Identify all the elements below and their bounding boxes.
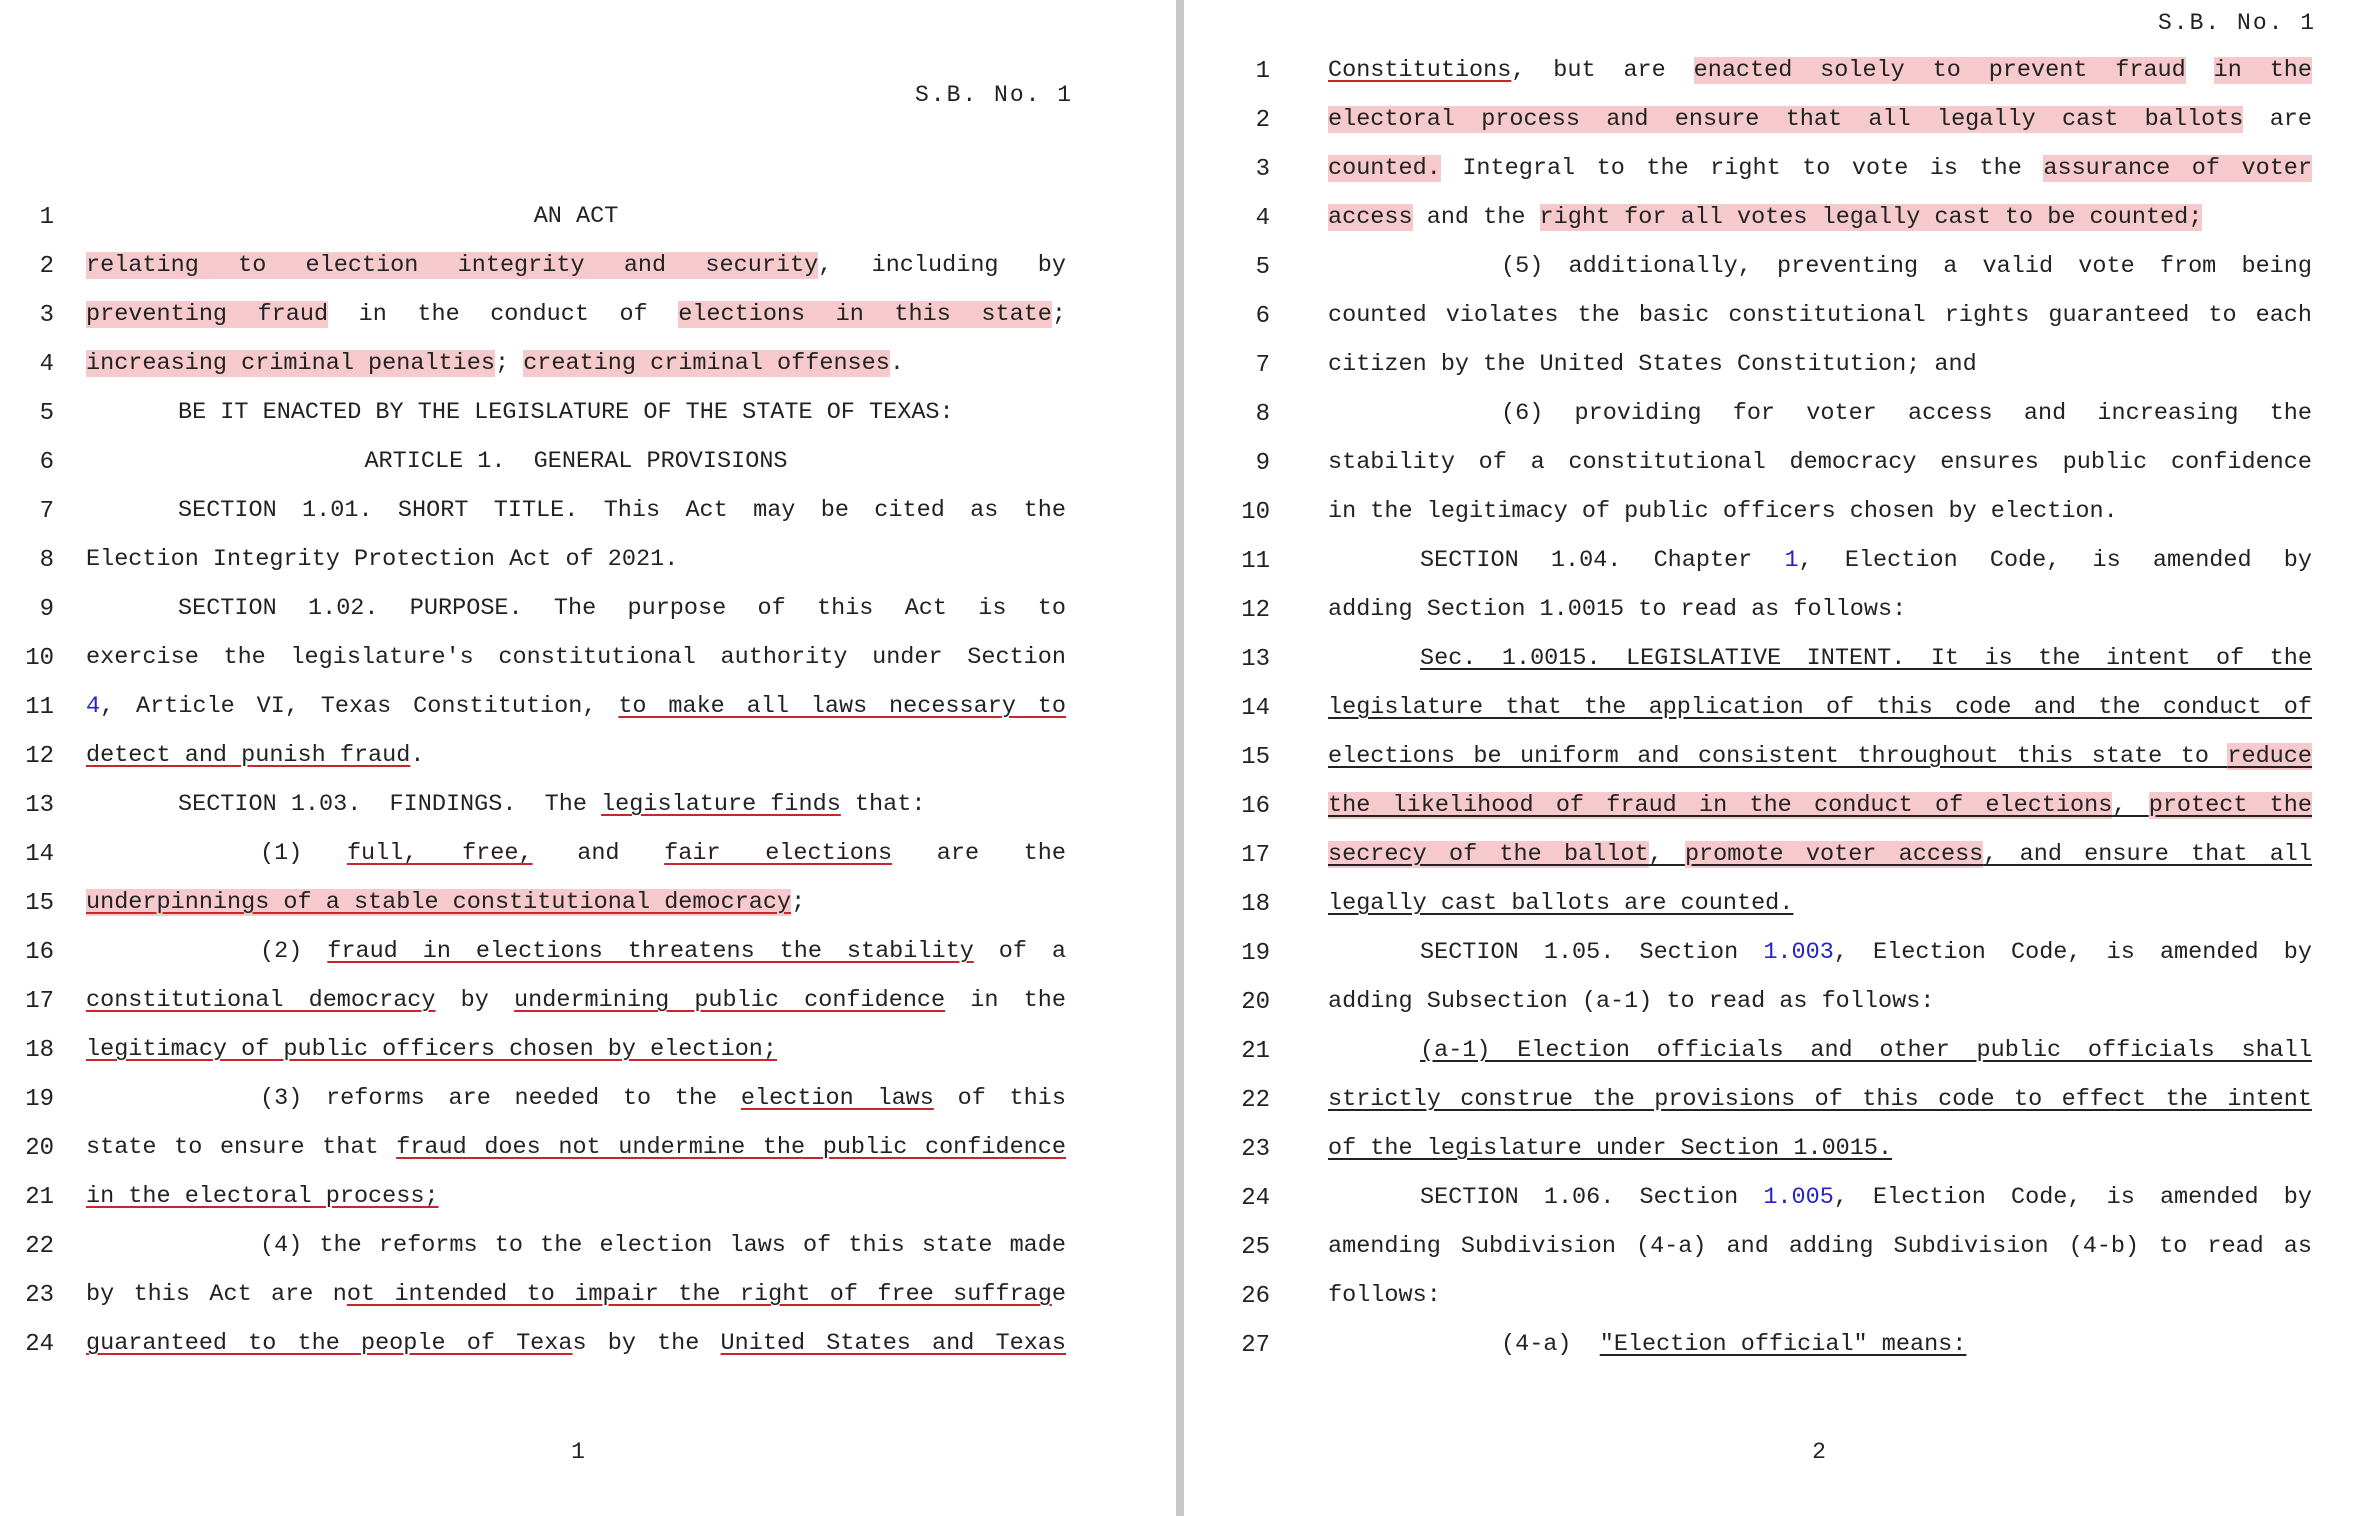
text-segment: undermining public confidence	[514, 987, 946, 1014]
text-segment: and	[532, 840, 665, 867]
text-segment: access	[1328, 204, 1413, 231]
text-line	[1501, 397, 2312, 431]
text-segment: fraud does not undermine the public confidence	[396, 1134, 1066, 1161]
text-segment: , Election Code, is amended by	[1798, 547, 2312, 574]
text-line	[86, 984, 1066, 1018]
text-segment: secrecy of the ballot	[1328, 841, 1649, 868]
line-number: 15	[1241, 744, 1270, 771]
line-number: 17	[1241, 842, 1270, 869]
text-segment: state to ensure that	[86, 1134, 397, 1161]
text-line	[86, 739, 1066, 773]
line-number: 11	[25, 694, 54, 721]
text-line	[86, 347, 1066, 381]
text-line	[1328, 446, 2312, 480]
text-segment: follows:	[1328, 1282, 1441, 1309]
text-line	[1328, 495, 2312, 529]
page-divider	[1176, 0, 1184, 1516]
bill-number: S.B. No. 1	[2158, 10, 2317, 36]
text-segment: , Article VI, Texas Constitution,	[100, 693, 619, 720]
text-segment: Integral to the right to vote is the	[1440, 155, 2044, 182]
line-number: 15	[25, 890, 54, 917]
citation-link[interactable]: 4	[86, 693, 101, 720]
text-segment: "Election official" means:	[1599, 1331, 1967, 1358]
text-segment: in the conduct of	[328, 301, 679, 328]
line-number: 6	[39, 449, 54, 476]
text-segment: legislature that the application of this code and the conduct of	[1328, 694, 2312, 721]
text-segment: and the	[1412, 204, 1540, 231]
text-segment: that:	[840, 791, 926, 818]
text-segment: elections in this state	[678, 301, 1052, 328]
text-segment: ot intended to impair the right of free suffrag	[346, 1281, 1052, 1308]
text-segment: legally cast ballots are counted.	[1328, 890, 1794, 917]
line-number: 20	[1241, 989, 1270, 1016]
page-number: 2	[1812, 1439, 1826, 1465]
text-segment: creating criminal offenses	[523, 350, 890, 377]
text-segment: , but are	[1511, 57, 1694, 84]
text-line	[1328, 887, 2312, 921]
line-number: 16	[25, 939, 54, 966]
text-segment: relating to election integrity and security	[86, 252, 819, 279]
text-segment: (4-a)	[1501, 1331, 1600, 1358]
line-number: 3	[39, 302, 54, 329]
text-segment: .	[889, 350, 904, 377]
text-segment: enacted solely to prevent fraud	[1693, 57, 2186, 84]
line-number: 12	[25, 743, 54, 770]
text-line	[178, 494, 1066, 528]
line-number: 18	[25, 1037, 54, 1064]
text-segment: protect the	[2148, 792, 2312, 819]
line-number: 22	[1241, 1087, 1270, 1114]
text-segment: in the legitimacy of public officers chosen by election.	[1328, 498, 2118, 525]
line-number: 27	[1241, 1332, 1270, 1359]
text-segment: preventing fraud	[86, 301, 329, 328]
line-number: 5	[1255, 254, 1270, 281]
text-line	[260, 1229, 1066, 1263]
text-segment: (3) reforms are needed to the	[260, 1085, 741, 1112]
line-number: 7	[39, 498, 54, 525]
text-segment: counted.	[1328, 155, 1441, 182]
line-number: 19	[25, 1086, 54, 1113]
text-segment: , Election Code, is amended by	[1833, 1184, 2312, 1211]
text-segment: SECTION 1.04. Chapter	[1420, 547, 1785, 574]
line-number: 19	[1241, 940, 1270, 967]
text-segment: .	[410, 742, 425, 769]
text-segment: ARTICLE 1. GENERAL PROVISIONS	[364, 448, 788, 475]
line-number: 21	[1241, 1038, 1270, 1065]
line-number: 7	[1255, 352, 1270, 379]
page-number: 1	[571, 1439, 585, 1465]
text-line	[86, 445, 1066, 479]
text-segment: in the electoral process;	[86, 1183, 439, 1210]
citation-link[interactable]: 1	[1784, 547, 1799, 574]
line-number: 10	[25, 645, 54, 672]
text-line	[86, 641, 1066, 675]
text-line	[1328, 593, 2312, 627]
text-segment: right for all votes legally cast to be counted;	[1539, 204, 2203, 231]
text-segment: counted violates the basic constitutional rights guaranteed to each	[1328, 302, 2312, 329]
text-segment: ;	[494, 350, 524, 377]
text-segment: exercise the legislature's constitutional authority under Section	[86, 644, 1066, 671]
text-segment: s by the	[572, 1330, 721, 1357]
text-segment: in the	[945, 987, 1066, 1014]
text-segment: SECTION 1.01. SHORT TITLE. This Act may be cited as the	[178, 497, 1066, 524]
line-number: 3	[1255, 156, 1270, 183]
text-segment: Constitutions	[1328, 57, 1512, 84]
line-number: 9	[39, 596, 54, 623]
text-segment: are	[2243, 106, 2312, 133]
text-line	[1328, 1279, 2312, 1313]
text-segment: SECTION 1.03. FINDINGS. The	[178, 791, 602, 818]
line-number: 4	[1255, 205, 1270, 232]
text-segment: promote voter access	[1684, 841, 1984, 868]
citation-link[interactable]: 1.005	[1763, 1184, 1834, 1211]
text-segment: (4) the reforms to the election laws of this state made	[260, 1232, 1066, 1259]
text-segment: (5) additionally, preventing a valid vote from being	[1501, 253, 2312, 280]
text-segment: adding Section 1.0015 to read as follows:	[1328, 596, 1907, 623]
line-number: 25	[1241, 1234, 1270, 1261]
text-line	[1328, 740, 2312, 774]
line-number: 14	[1241, 695, 1270, 722]
text-line	[178, 592, 1066, 626]
document-page-1	[0, 0, 1176, 1516]
text-segment: legitimacy of public officers chosen by election;	[86, 1036, 778, 1063]
text-line	[1328, 1230, 2312, 1264]
text-segment: elections be uniform and consistent throughout this state to	[1328, 743, 2228, 770]
text-segment: ,	[2112, 792, 2149, 819]
text-segment: election laws	[740, 1085, 934, 1112]
text-segment: (a-1) Election officials and other public officials shall	[1420, 1037, 2312, 1064]
text-segment: SECTION 1.02. PURPOSE. The purpose of this Act is to	[178, 595, 1066, 622]
text-segment: fair elections	[664, 840, 893, 867]
text-line	[86, 298, 1066, 332]
text-line	[86, 1278, 1066, 1312]
text-segment: SECTION 1.06. Section	[1420, 1184, 1764, 1211]
line-number: 24	[25, 1331, 54, 1358]
text-line	[1328, 348, 2312, 382]
text-segment: citizen by the United States Constitution; and	[1328, 351, 1977, 378]
text-segment: (2)	[260, 938, 328, 965]
text-line	[1328, 152, 2312, 186]
text-line	[1328, 201, 2312, 235]
line-number: 2	[39, 253, 54, 280]
text-segment: to make all laws necessary to	[618, 693, 1066, 720]
text-segment: of this	[933, 1085, 1066, 1112]
text-segment: reduce	[2227, 743, 2312, 770]
text-line	[1328, 1132, 2312, 1166]
text-segment: detect and punish fraud	[86, 742, 411, 769]
text-segment: , and ensure that all	[1983, 841, 2312, 868]
text-line	[1420, 1181, 2312, 1215]
line-number: 21	[25, 1184, 54, 1211]
line-number: 18	[1241, 891, 1270, 918]
line-number: 8	[39, 547, 54, 574]
text-segment: of a	[973, 938, 1066, 965]
line-number: 5	[39, 400, 54, 427]
text-segment: , Election Code, is amended by	[1833, 939, 2312, 966]
text-segment: legislature finds	[601, 791, 841, 818]
text-line	[1420, 642, 2312, 676]
text-segment: (6) providing for voter access and increasing the	[1501, 400, 2312, 427]
line-number: 9	[1255, 450, 1270, 477]
text-segment: by	[435, 987, 515, 1014]
line-number: 1	[1255, 58, 1270, 85]
text-line	[86, 1033, 1066, 1067]
text-segment: Election Integrity Protection Act of 2021.	[86, 546, 679, 573]
line-number: 22	[25, 1233, 54, 1260]
text-segment: full, free,	[346, 840, 533, 867]
line-number: 6	[1255, 303, 1270, 330]
text-segment: assurance of voter	[2043, 155, 2313, 182]
line-number: 1	[39, 204, 54, 231]
text-line	[178, 788, 1066, 822]
line-number: 4	[39, 351, 54, 378]
text-line	[1501, 250, 2312, 284]
text-line	[86, 886, 1066, 920]
text-segment: strictly construe the provisions of this code to effect the intent	[1328, 1086, 2312, 1113]
text-line	[1328, 54, 2312, 88]
text-segment: increasing criminal penalties	[86, 350, 495, 377]
text-line	[1420, 936, 2312, 970]
line-number: 23	[1241, 1136, 1270, 1163]
line-number: 11	[1241, 548, 1270, 575]
text-segment: stability of a constitutional democracy ensures public confidence	[1328, 449, 2312, 476]
text-segment: AN ACT	[533, 203, 619, 230]
text-segment: fraud in elections threatens the stability	[327, 938, 974, 965]
text-segment: ,	[1648, 841, 1685, 868]
line-number: 14	[25, 841, 54, 868]
text-line	[1328, 299, 2312, 333]
text-line	[86, 1131, 1066, 1165]
text-line	[260, 935, 1066, 969]
text-line	[1328, 103, 2312, 137]
text-segment: BE IT ENACTED BY THE LEGISLATURE OF THE STATE OF TEXAS:	[178, 399, 954, 426]
text-line	[178, 396, 1066, 430]
text-segment: are the	[892, 840, 1066, 867]
text-line	[86, 200, 1066, 234]
line-number: 16	[1241, 793, 1270, 820]
line-number: 13	[25, 792, 54, 819]
line-number: 13	[1241, 646, 1270, 673]
line-number: 8	[1255, 401, 1270, 428]
line-number: 20	[25, 1135, 54, 1162]
text-segment: underpinnings of a stable constitutional democracy	[86, 889, 792, 916]
text-line	[1328, 789, 2312, 823]
text-segment: ;	[1051, 301, 1066, 328]
text-segment	[2186, 57, 2214, 84]
text-line	[86, 1327, 1066, 1361]
text-line	[260, 1082, 1066, 1116]
text-line	[1328, 838, 2312, 872]
text-segment: Sec. 1.0015. LEGISLATIVE INTENT. It is the intent of the	[1420, 645, 2312, 672]
text-line	[1328, 1083, 2312, 1117]
text-segment: of the legislature under Section 1.0015.	[1328, 1135, 1893, 1162]
text-line	[1328, 691, 2312, 725]
line-number: 2	[1255, 107, 1270, 134]
text-segment: e	[1051, 1281, 1066, 1308]
text-segment: adding Subsection (a-1) to read as follows:	[1328, 988, 1935, 1015]
bill-number: S.B. No. 1	[915, 82, 1074, 108]
text-segment: guaranteed to the people of Texa	[86, 1330, 573, 1357]
text-segment: United States and Texas	[720, 1330, 1067, 1357]
line-number: 10	[1241, 499, 1270, 526]
text-segment: (1)	[260, 840, 347, 867]
text-segment: ;	[791, 889, 806, 916]
text-line	[1501, 1328, 2312, 1362]
text-segment: the likelihood of fraud in the conduct of elections	[1328, 792, 2113, 819]
text-line	[86, 1180, 1066, 1214]
text-line	[1420, 1034, 2312, 1068]
line-number: 26	[1241, 1283, 1270, 1310]
line-number: 24	[1241, 1185, 1270, 1212]
document-page-2	[1184, 0, 2359, 1516]
line-number: 23	[25, 1282, 54, 1309]
text-segment: in the	[2213, 57, 2313, 84]
text-segment: SECTION 1.05. Section	[1420, 939, 1764, 966]
text-line	[86, 249, 1066, 283]
text-line	[260, 837, 1066, 871]
citation-link[interactable]: 1.003	[1763, 939, 1834, 966]
text-segment: , including by	[818, 252, 1066, 279]
text-line	[1328, 985, 2312, 1019]
text-segment: electoral process and ensure that all legally cast ballots	[1328, 106, 2244, 133]
text-line	[86, 690, 1066, 724]
text-segment: amending Subdivision (4-a) and adding Subdivision (4-b) to read as	[1328, 1233, 2312, 1260]
text-line	[86, 543, 1066, 577]
line-number: 17	[25, 988, 54, 1015]
text-line	[1420, 544, 2312, 578]
text-segment: constitutional democracy	[86, 987, 436, 1014]
line-number: 12	[1241, 597, 1270, 624]
text-segment: by this Act are n	[86, 1281, 347, 1308]
